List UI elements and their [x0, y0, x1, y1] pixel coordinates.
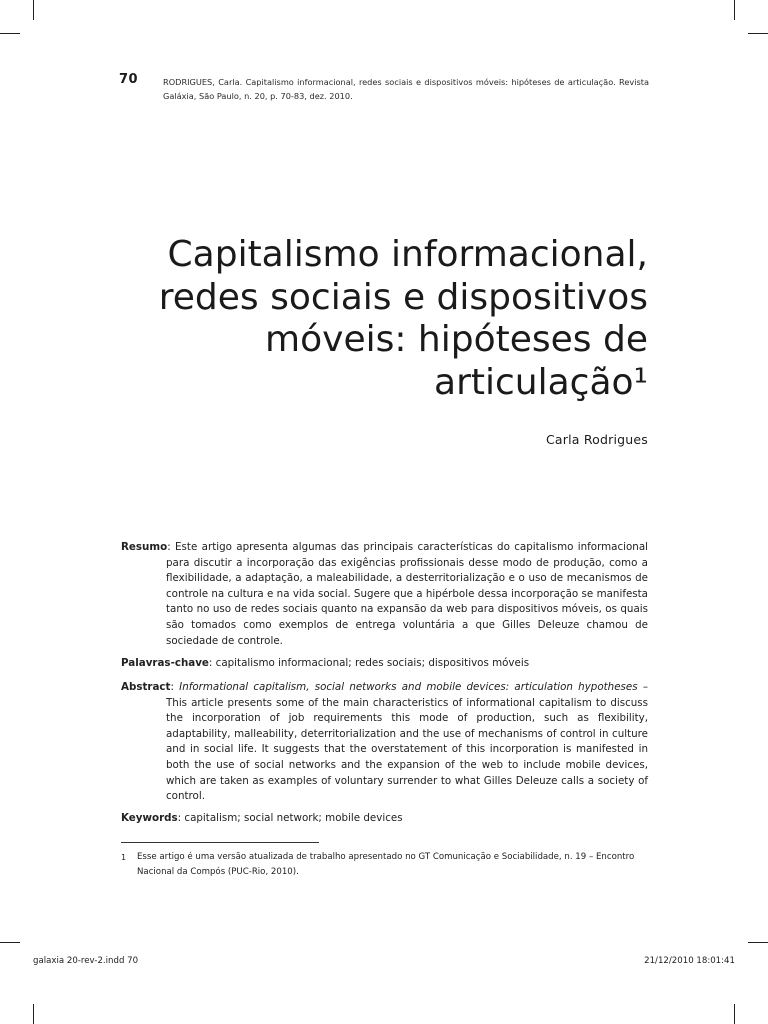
slug-filename: galaxia 20-rev-2.indd 70: [33, 956, 139, 966]
crop-mark: [734, 0, 735, 20]
crop-mark: [734, 1004, 735, 1024]
keywords-paragraph: [121, 811, 648, 827]
article-author: Carla Rodrigues: [545, 432, 648, 447]
footnote-rule: [121, 842, 319, 843]
crop-mark: [748, 33, 768, 34]
palavras-chave-label: Palavras-chave: [121, 657, 209, 669]
abstract-paragraph: [121, 680, 648, 805]
footnote-text: Esse artigo é uma versão atualizada de trabalho apresentado no GT Comunicação e Sociabilidade, n. 19 – Encontro Nacional da Compós (PUC-Rio, 2010).: [137, 852, 635, 877]
footnote-mark: 1: [121, 853, 127, 862]
abstract-label: Abstract: [121, 681, 171, 693]
abstract-text: – This article presents some of the main characteristics of informational capitalism to discuss the incorporation of job requirements this mode of production, such as flexibility, adaptability, malleability, deterritorialization and the use of mechanisms of control in culture and in social life. It suggests that the overstatement of this incorporation is manifested in both the use of social networks and the expansion of the web to include mobile devices, which are taken as examples of voluntary surrender to what Gilles Deleuze calls a society of control.: [166, 681, 648, 803]
abstract-separator: :: [170, 681, 180, 693]
crop-mark: [0, 942, 20, 943]
palavras-chave-text: : capitalismo informacional; redes sociais; dispositivos móveis: [208, 657, 530, 669]
keywords-text: : capitalism; social network; mobile devices: [177, 812, 403, 824]
crop-mark: [33, 1004, 34, 1024]
resumo-label: Resumo: [121, 541, 168, 553]
crop-mark: [33, 0, 34, 20]
palavras-chave-paragraph: [121, 656, 648, 672]
slug-timestamp: 21/12/2010 18:01:41: [644, 956, 735, 966]
resumo-paragraph: [121, 540, 648, 649]
article-title: Capitalismo informacional, redes sociais e dispositivos móveis: hipóteses de articulação¹: [158, 234, 648, 403]
crop-mark: [748, 942, 768, 943]
crop-mark: [0, 33, 20, 34]
abstract-title: Informational capitalism, social networks and mobile devices: articulation hypotheses: [179, 681, 638, 693]
keywords-label: Keywords: [121, 812, 178, 824]
running-citation: RODRIGUES, Carla. Capitalismo informacional, redes sociais e dispositivos móveis: hipóteses de articulação. Revista Galáxia, São Paulo, n. 20, p. 70-83, dez. 2010.: [163, 77, 649, 101]
page-number: 70: [119, 72, 139, 87]
resumo-text: : Este artigo apresenta algumas das principais características do capitalismo informacional para discutir a incorporação das exigências profissionais desse modo de produção, como a flexibilidade, a adaptação, a maleabilidade, a desterritorialização e o uso de mecanismos de controle na cultura e na vida social. Sugere que a hipérbole dessa incorporação se manifesta tanto no uso de redes sociais quanto na expansão da web para dispositivos móveis, os quais são tomados como exemplos de entrega voluntária a que Gilles Deleuze chamou de sociedade de controle.: [166, 541, 648, 647]
footnote: [121, 850, 651, 880]
